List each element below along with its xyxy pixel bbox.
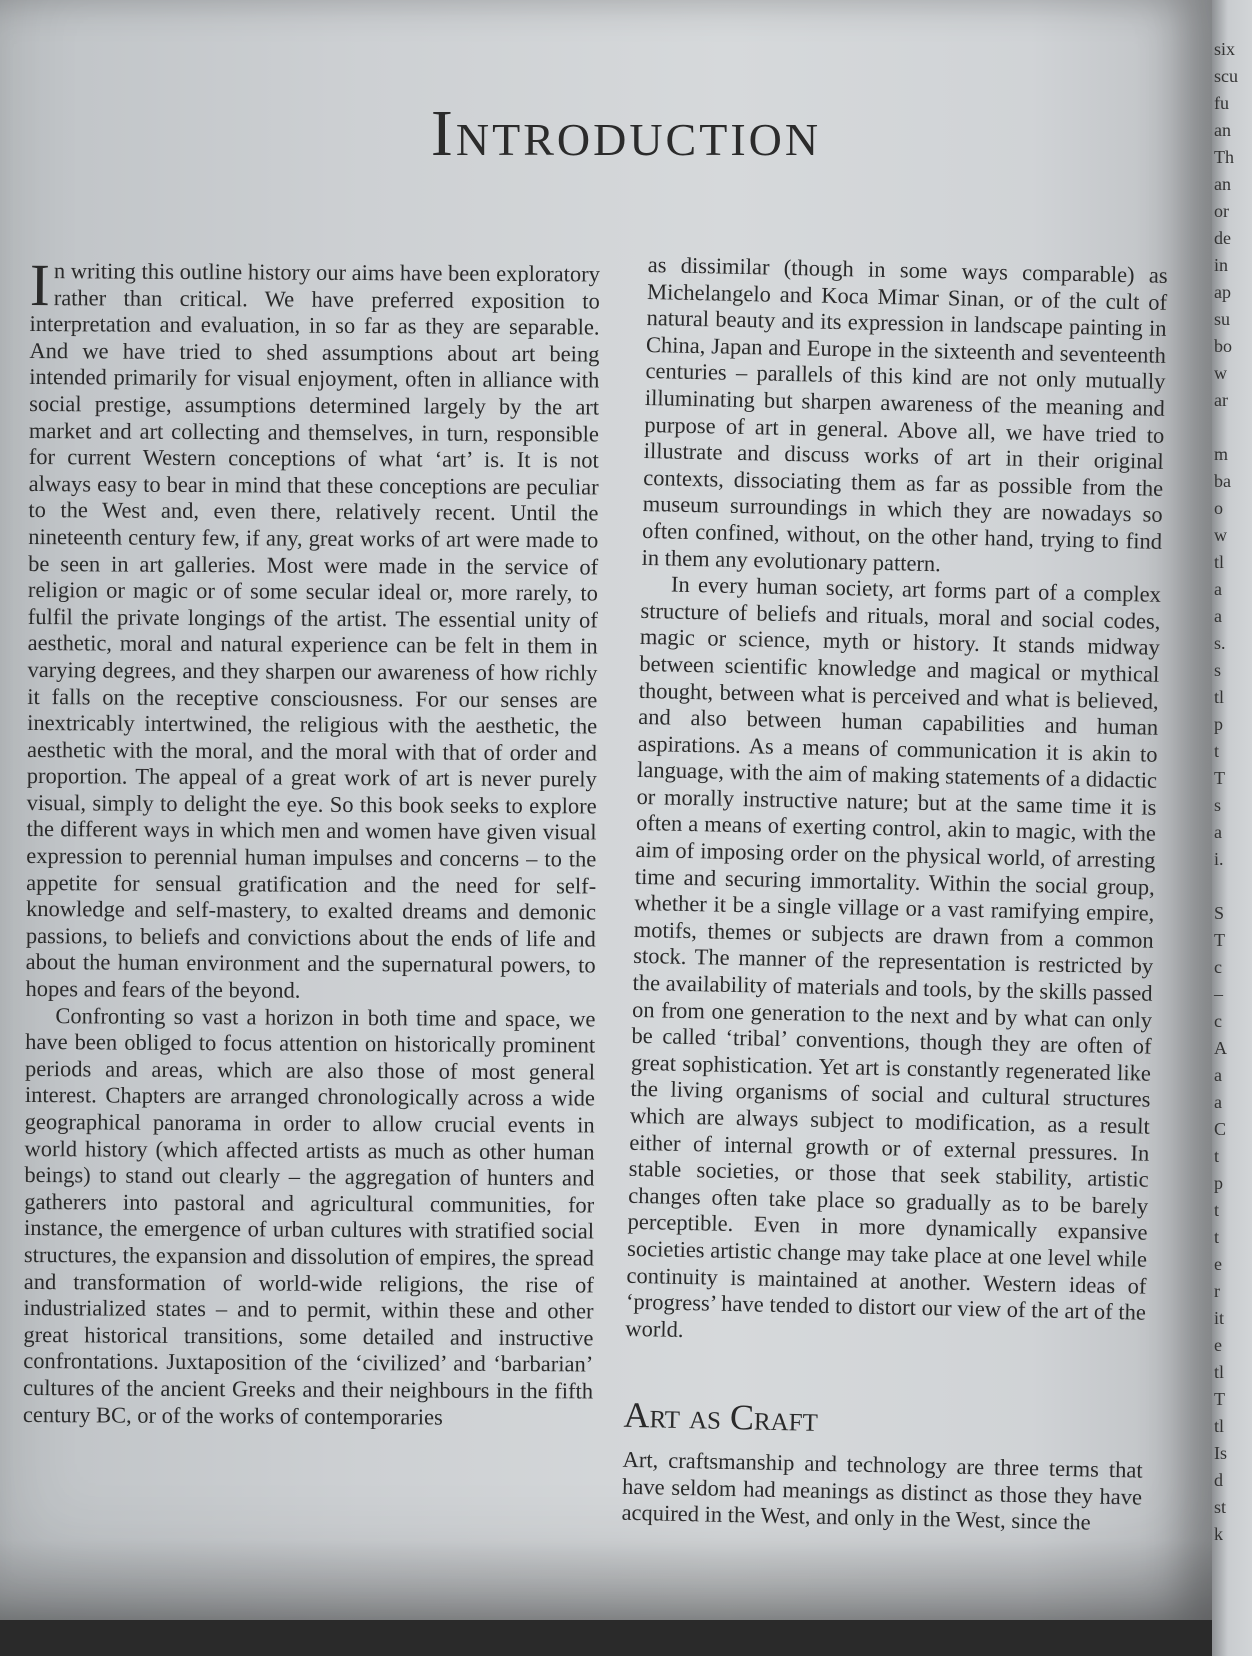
next-page-fragment: tl bbox=[1214, 687, 1225, 707]
next-page-fragment: s bbox=[1214, 660, 1222, 680]
next-page-fragment: tl bbox=[1214, 1416, 1225, 1436]
next-page-fragment: s bbox=[1214, 795, 1222, 815]
next-page-fragment: c bbox=[1214, 957, 1222, 977]
next-page-fragment: de bbox=[1214, 228, 1231, 248]
next-page-fragment: r bbox=[1214, 1281, 1220, 1301]
next-page-fragment: e bbox=[1214, 1254, 1222, 1274]
next-page-fragment: t bbox=[1214, 1146, 1220, 1166]
page-title: Introduction bbox=[430, 97, 822, 171]
next-page-fragment: p bbox=[1214, 1173, 1223, 1193]
section-heading: Art as Craft bbox=[623, 1395, 819, 1440]
next-page-fragment: a bbox=[1214, 1065, 1222, 1085]
next-page-fragment: a bbox=[1214, 579, 1222, 599]
next-page-fragment: Th bbox=[1214, 147, 1234, 167]
next-page-fragment: six bbox=[1214, 39, 1236, 59]
next-page-fragment: t bbox=[1214, 741, 1220, 761]
left-paragraph-1-text: n writing this outline history our aims have been exploratory rather than critical. We have preferred exposition to interpretation and evaluation, in so far as they are separable. And we have tried to shed assumptions about art being intended primarily for visual enjoyment, often in alliance with social prestige, assumptions determined largely by the art market and art collecting and themselves, in turn, responsible for current Western conceptions of what ‘art’ is. It is not always easy to bear in mind that these conceptions are peculiar to the West and, even there, relatively recent. Until the nineteenth century few, if any, great works of art were made to be seen in art galleries. Most were made in the service of religion or magic or of some secular ideal or, more rarely, to fulfil the private longings of the artist. The essential unity of aesthetic, moral and natural experience can be felt in them in varying degrees, and they sharpen our awareness of how richly it falls on the receptive consciousness. For our senses are inextricably intertwined, the religious with the aesthetic, the aesthetic with the moral, and the moral with that of order and proportion. The appeal of a great work of art is never purely visual, simply to delight the eye. So this book seeks to explore the different ways in which men and women have given visual expression to perennial human impulses and concerns – to the appetite for sensual gratification and the need for self-knowledge and self-mastery, to exalted dreams and demonic passions, to beliefs and convictions about the ends of life and about the human environment and the supernatural powers, to hopes and fears of the beyond. bbox=[25, 258, 600, 1003]
drop-cap: I bbox=[29, 252, 51, 319]
next-page-fragment: t bbox=[1214, 1200, 1220, 1220]
next-page-fragment: k bbox=[1214, 1524, 1223, 1544]
left-paragraph-2: Confronting so vast a horizon in both time and space, we have been obliged to focus attention on historically prominent periods and areas, which are also those of most general interest. Chapters are arranged chronologically across a wide geographical panorama in order to allow crucial events in world history (which affected artists as much as other human beings) to stand out clearly – the aggregation of hunters and gatherers into pastoral and agricultural communities, for instance, the emergence of urban cultures with stratified social structures, the expansion and dissolution of empires, the spread and transformation of world-wide religions, the rise of industrialized states – and to permit, within these and other great historical transitions, some detailed and instructive confrontations. Juxtaposition of the ‘civilized’ and ‘barbarian’ cultures of the ancient Greeks and their neighbours in the fifth century BC, or of the works of contemporaries bbox=[22, 1002, 596, 1430]
next-page-fragment: m bbox=[1214, 444, 1229, 464]
next-page-fragment: T bbox=[1214, 1389, 1225, 1409]
next-page-fragment: a bbox=[1214, 822, 1222, 842]
left-column bbox=[22, 252, 600, 1432]
next-page-fragment: an bbox=[1214, 120, 1231, 140]
next-page-fragment: A bbox=[1214, 1038, 1227, 1058]
next-page-fragment: w bbox=[1214, 363, 1227, 383]
next-page-fragment: ba bbox=[1214, 471, 1231, 491]
next-page-fragment: tl bbox=[1214, 552, 1225, 572]
next-page-fragment: d bbox=[1214, 1470, 1223, 1490]
next-page-fragment: scu bbox=[1214, 66, 1238, 86]
next-page-fragment: T bbox=[1214, 930, 1225, 950]
next-page-fragment: Is bbox=[1214, 1443, 1227, 1463]
next-page-fragment: S bbox=[1214, 903, 1225, 923]
next-page-fragment: st bbox=[1214, 1497, 1227, 1517]
next-page-fragment: o bbox=[1214, 498, 1223, 518]
next-page-fragment: i. bbox=[1214, 849, 1224, 869]
next-page-fragment: it bbox=[1214, 1308, 1225, 1328]
next-page-fragment: bo bbox=[1214, 336, 1232, 356]
next-page-fragment: p bbox=[1214, 714, 1223, 734]
page-shadow bbox=[0, 1540, 1212, 1620]
next-page-fragment: ap bbox=[1214, 282, 1231, 302]
next-page-fragment: w bbox=[1214, 525, 1227, 545]
next-page-fragment: – bbox=[1214, 984, 1223, 1004]
next-page-fragment bbox=[1212, 873, 1252, 900]
right-paragraph-1: as dissimilar (though in some ways comparable) as Michelangelo and Koca Mimar Sinan, or of the cult of natural beauty and its expression in landscape painting in China, Japan and Europe in the sixteenth and seventeenth centuries – parallels of this kind are not only mutually illuminating but sharpen awareness of the meaning and purpose of art in general. Above all, we have tried to illustrate and discuss works of art in their original contexts, dissociating them as far as possible from the museum surroundings in which they are nowadays so often confined, without, on the other hand, trying to find in them any evolutionary pattern. bbox=[641, 252, 1168, 576]
next-page-fragment: an bbox=[1214, 174, 1231, 194]
next-page-fragment: C bbox=[1214, 1119, 1227, 1139]
next-page-fragment: or bbox=[1214, 201, 1229, 221]
next-page-fragment: ar bbox=[1214, 390, 1228, 410]
next-page-fragment bbox=[1212, 414, 1252, 441]
next-page-fragment: a bbox=[1214, 1092, 1222, 1112]
next-page-fragment: e bbox=[1214, 1335, 1222, 1355]
next-page-fragment: su bbox=[1214, 309, 1231, 329]
next-page-fragment: T bbox=[1214, 768, 1225, 788]
next-page-fragment: t bbox=[1214, 1227, 1220, 1247]
section-paragraph: Art, craftsmanship and technology are three terms that have seldom had meanings as distinct as those they have acquired in the West, and only in the West, since the bbox=[621, 1446, 1143, 1535]
next-page-fragment: tl bbox=[1214, 1362, 1225, 1382]
adjacent-page-edge bbox=[1212, 0, 1252, 1656]
left-paragraph-1 bbox=[25, 252, 600, 1006]
next-page-fragment: fu bbox=[1214, 93, 1229, 113]
next-page-fragment: c bbox=[1214, 1011, 1222, 1031]
next-page-fragment: s. bbox=[1214, 633, 1226, 653]
next-page-fragment: in bbox=[1214, 255, 1229, 275]
right-column bbox=[621, 252, 1168, 1537]
next-page-fragment: a bbox=[1214, 606, 1222, 626]
right-paragraph-2: In every human society, art forms part of a complex structure of beliefs and rituals, moral and social codes, magic or science, myth or history. It stands midway between scientific knowledge and magical or mythical thought, between what is perceived and what is believed, and also between human capabilities and human aspirations. As a means of communication it is akin to language, with the aim of making statements of a didactic or morally instructive nature; but at the same time it is often a means of exerting control, akin to magic, with the aim of imposing order on the physical world, of arresting time and securing immortality. Within the social group, whether it be a single village or a vast ramifying empire, motifs, themes or subjects are drawn from a common stock. The manner of the representation is restricted by the availability of materials and tools, by the skills passed on from one generation to the next and by what can only be called ‘tribal’ conventions, though they are often of great sophistication. Yet art is constantly regenerated like the living organisms of social and cultural structures which are always subject to modification, as a result either of internal growth or of external pressures. In stable societies, or those that seek stability, artistic changes often take place so gradually as to be barely perceptible. Even in more dynamically expansive societies artistic change may take place at one level while continuity is maintained at another. Western ideas of ‘progress’ have tended to distort our view of the art of the world. bbox=[625, 571, 1162, 1342]
